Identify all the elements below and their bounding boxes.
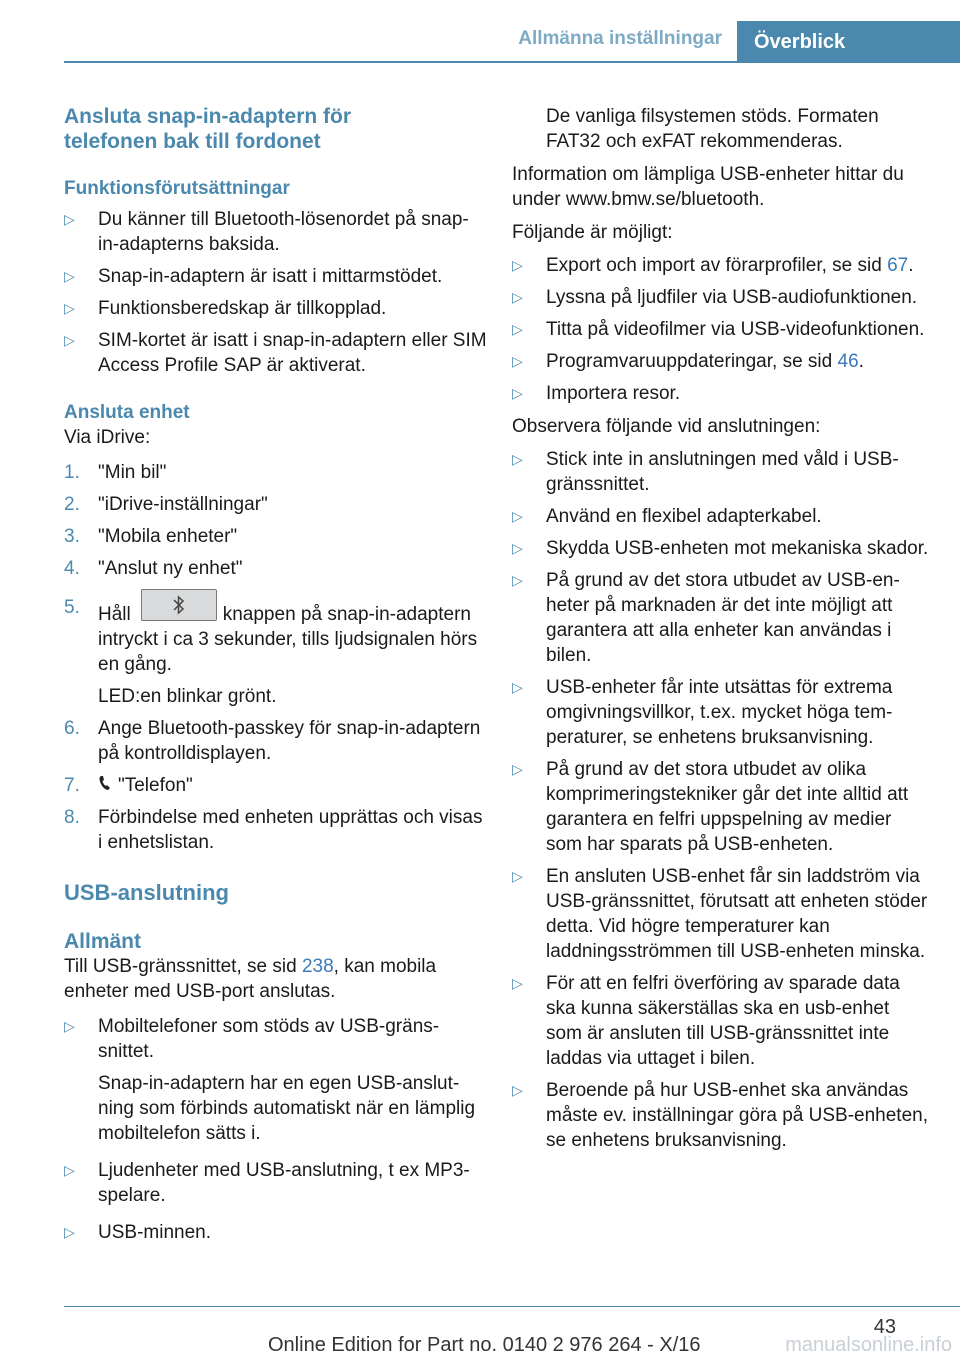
- header-tab-overview[interactable]: Överblick: [737, 21, 960, 63]
- usb-heading: USB-anslutning: [64, 880, 229, 905]
- bullet-icon: ▷: [64, 268, 75, 284]
- bullet-icon: ▷: [512, 540, 523, 556]
- list-item: ▷ Beroende på hur USB-enhet ska användas måste ev. inställningar göra på USB-enheten, se enhetens bruksanvisning.: [512, 1080, 928, 1151]
- observe-label: Observera följande vid anslutningen:: [512, 416, 821, 437]
- list-item: ▷ Skydda USB-enheten mot mekaniska skador.: [512, 538, 929, 559]
- usb-info: Information om lämpliga USB-enheter hittar du under www.bmw.se/bluetooth.: [512, 164, 904, 210]
- bullet-icon: ▷: [512, 257, 523, 273]
- list-item: ▷ Lyssna på ljudfiler via USB-audiofunktionen.: [512, 287, 918, 308]
- bullet-icon: ▷: [512, 761, 523, 777]
- usb-intro: Till USB-gränssnittet, se sid 238, kan mobila enheter med USB-port anslutas.: [64, 956, 437, 1002]
- step-item: 2. "iDrive-inställningar": [64, 494, 268, 515]
- bullet-icon: ▷: [512, 975, 523, 991]
- bullet-icon: ▷: [64, 300, 75, 316]
- step-item: 8. Förbindelse med enheten upprättas och visas i enhetslistan.: [64, 807, 483, 853]
- page-link[interactable]: 67: [887, 255, 909, 276]
- page-link[interactable]: 238: [301, 956, 334, 977]
- bullet-icon: ▷: [512, 289, 523, 305]
- list-item: ▷ USB-minnen.: [64, 1222, 211, 1243]
- list-item: ▷ Stick inte in anslutningen med våld i USB-gränssnittet.: [512, 449, 899, 495]
- prerequisites-heading: Funktionsförutsättningar: [64, 178, 290, 199]
- list-item: ▷ Snap-in-adaptern är isatt i mittarmstödet.: [64, 266, 443, 287]
- bullet-icon: ▷: [512, 508, 523, 524]
- page-number: 43: [873, 1316, 896, 1338]
- list-item: ▷ För att en felfri överföring av sparade data ska kunna säkerställas ska en usb-enhet som är ansluten till USB-gränssnittet inte laddas via uttaget i bilen.: [512, 973, 900, 1069]
- list-item: ▷ En ansluten USB-enhet får sin laddström via USB-gränssnittet, förutsatt att enheten stöder detta. Vid högre temperaturer kan laddningsströmmen till USB-enheten minska.: [512, 866, 928, 962]
- list-item: ▷ Titta på videofilmer via USB-videofunktionen.: [512, 319, 925, 340]
- bullet-icon: ▷: [64, 1018, 75, 1034]
- step-item: 4. "Anslut ny enhet": [64, 558, 243, 579]
- header-section-title: Allmänna inställningar: [518, 28, 722, 49]
- watermark: manualsonline.info: [785, 1334, 952, 1356]
- usb-devices-list: [64, 1014, 488, 1245]
- prerequisites-list: [64, 207, 488, 378]
- step-item: 7. "Telefon": [64, 775, 193, 796]
- connect-heading: Ansluta enhet: [64, 402, 190, 423]
- general-heading: Allmänt: [64, 930, 142, 953]
- list-item: ▷ På grund av det stora utbudet av USB-enheter på marknaden är det inte möjligt att garantera att alla enheter kan användas i bilen.: [512, 570, 900, 666]
- steps-list: [64, 460, 488, 855]
- header-divider: [64, 61, 960, 63]
- bluetooth-icon: [141, 589, 217, 621]
- step-item: 6. Ange Bluetooth-passkey för snap-in-adaptern på kontrolldisplayen.: [64, 718, 481, 764]
- bullet-icon: ▷: [512, 385, 523, 401]
- list-item: ▷ På grund av det stora utbudet av olika komprimeringstekniker går det inte alltid att garantera en felfri uppspelning av medier som har sparats på USB-enheten.: [512, 759, 909, 855]
- bullet-icon: ▷: [512, 572, 523, 588]
- list-item: ▷ USB-enheter får inte utsättas för extrema omgivningsvillkor, t.ex. mycket höga temperaturer, se enhetens bruksanvisning.: [512, 677, 893, 748]
- edition-text: Online Edition for Part no. 0140 2 976 264 - X/16: [268, 1334, 701, 1356]
- bullet-icon: ▷: [64, 1162, 75, 1178]
- page-link[interactable]: 46: [837, 351, 859, 372]
- bullet-icon: ▷: [512, 679, 523, 695]
- notes-list: [512, 447, 930, 1153]
- right-column: [512, 104, 930, 1161]
- bullet-icon: ▷: [512, 868, 523, 884]
- via-idrive: Via iDrive:: [64, 427, 151, 448]
- filesystem-note: De vanliga filsystemen stöds. Formaten FAT32 och exFAT rekommenderas.: [546, 106, 879, 152]
- bullet-icon: ▷: [512, 1082, 523, 1098]
- left-column: [64, 104, 488, 1253]
- bullet-icon: ▷: [64, 211, 75, 227]
- phone-icon: [98, 773, 118, 798]
- possible-list: [512, 253, 930, 406]
- bullet-icon: ▷: [512, 321, 523, 337]
- list-item: ▷ SIM-kortet är isatt i snap-in-adaptern eller SIM Access Profile SAP är aktiverat.: [64, 330, 487, 376]
- list-item: ▷ Export och import av förarprofiler, se sid 67.: [512, 255, 914, 276]
- possible-label: Följande är möjligt:: [512, 222, 673, 243]
- list-item: ▷ Funktionsberedskap är tillkopplad.: [64, 298, 387, 319]
- list-item: ▷ Mobiltelefoner som stöds av USB-gränssnittet. Snap-in-adaptern har en egen USB-anslutning som förbinds automatiskt när en lämplig mobiltelefon sätts i.: [64, 1016, 476, 1144]
- step-item: 5. Håll knappen på snap-in-adaptern intryckt i ca 3 sekunder, tills ljudsignalen hörs en gång. LED:en blinkar grönt.: [64, 595, 488, 709]
- step-item: 1. "Min bil": [64, 462, 167, 483]
- list-item: ▷ Använd en flexibel adapterkabel.: [512, 506, 822, 527]
- bullet-icon: ▷: [64, 332, 75, 348]
- step-item: 3. "Mobila enheter": [64, 526, 238, 547]
- list-item: ▷ Programvaruuppdateringar, se sid 46.: [512, 351, 864, 372]
- list-item: ▷ Importera resor.: [512, 383, 681, 404]
- bullet-icon: ▷: [512, 353, 523, 369]
- list-item: ▷ Ljudenheter med USB-anslutning, t ex MP3-spelare.: [64, 1160, 470, 1206]
- section-title: Ansluta snap-in-adaptern för telefonen bak till fordonet: [64, 105, 352, 153]
- bullet-icon: ▷: [512, 451, 523, 467]
- list-item: ▷ Du känner till Bluetooth-lösenordet på snap-in-adapterns baksida.: [64, 209, 469, 255]
- footer-divider: [64, 1306, 960, 1307]
- bullet-icon: ▷: [64, 1224, 75, 1240]
